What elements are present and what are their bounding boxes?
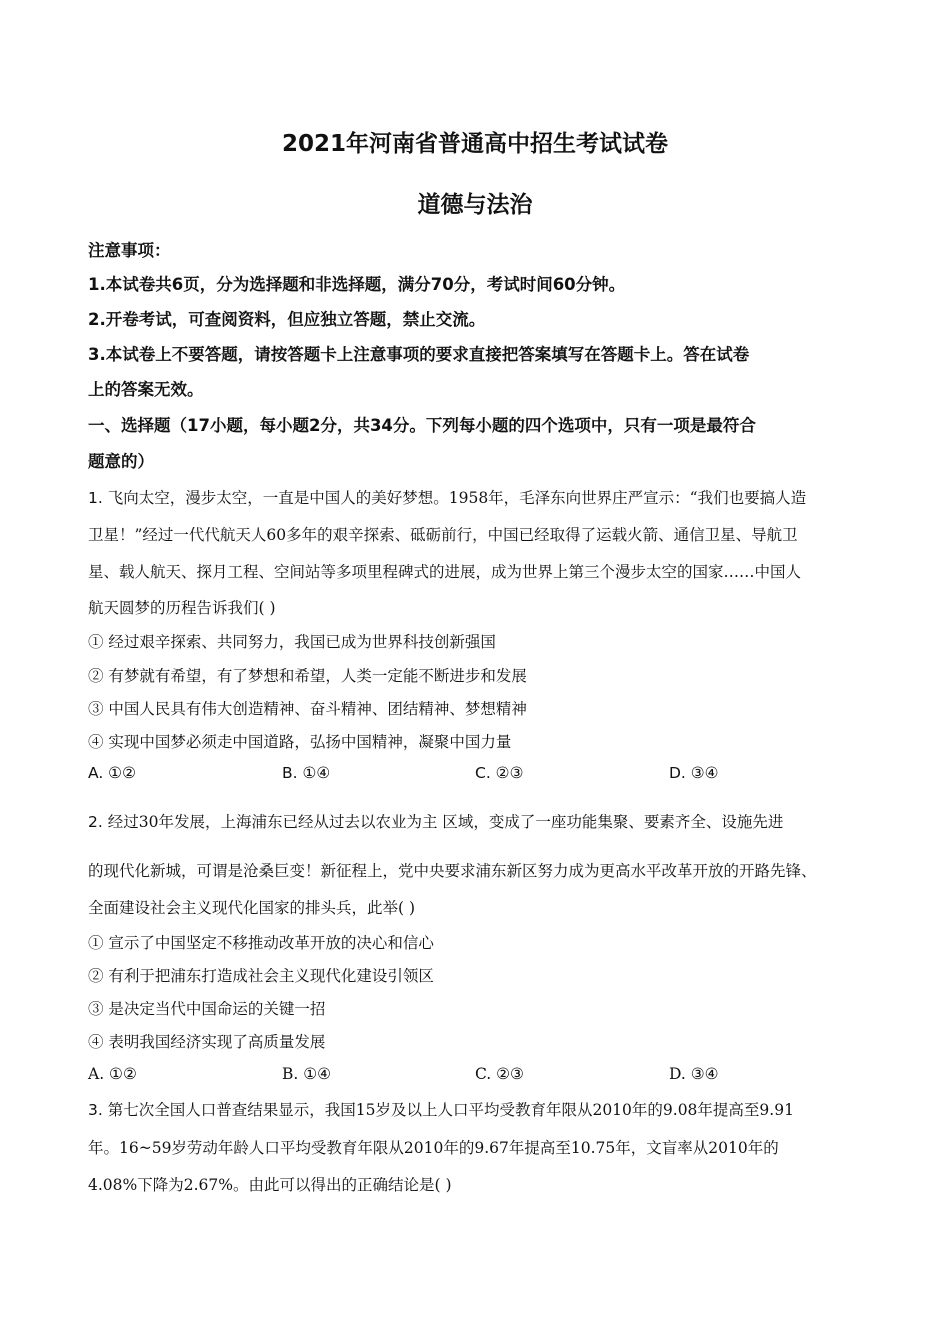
q1-option-1: ① 经过艰辛探索、共同努力，我国已成为世界科技创新强国: [88, 633, 496, 651]
note-1: 1.本试卷共6页，分为选择题和非选择题，满分70分，考试时间60分钟。: [88, 275, 626, 294]
note-3-line-2: 上的答案无效。: [88, 380, 204, 399]
q2-choices: [88, 1065, 908, 1087]
subject-title: 道德与法治: [417, 192, 533, 218]
q2-choice-c[interactable]: C. ②③: [475, 1065, 524, 1083]
notes-heading: 注意事项：: [88, 241, 171, 260]
q1-stem-line-1: [88, 487, 890, 509]
q3-stem-line-3: 4.08%下降为2.67%。由此可以得出的正确结论是( ): [88, 1176, 452, 1194]
q1-choice-d[interactable]: D. ③④: [669, 764, 719, 782]
q3-stem-line-2: 年。16~59岁劳动年龄人口平均受教育年限从2010年的9.67年提高至10.75年，文盲率从2010年的: [88, 1139, 779, 1157]
q2-stem-line-3: 全面建设社会主义现代化国家的排头兵，此举( ): [88, 899, 416, 917]
q3-stem-text-1: 第七次全国人口普查结果显示，我国15岁及以上人口平均受教育年限从2010年的9.08年提高至9.91: [107, 1101, 794, 1119]
q1-option-4: ④ 实现中国梦必须走中国道路，弘扬中国精神，凝聚中国力量: [88, 733, 512, 751]
q2-choice-d[interactable]: D. ③④: [669, 1065, 719, 1083]
q2-option-2: ② 有利于把浦东打造成社会主义现代化建设引领区: [88, 967, 434, 985]
q1-option-3: ③ 中国人民具有伟大创造精神、奋斗精神、团结精神、梦想精神: [88, 700, 527, 718]
q1-choice-c[interactable]: C. ②③: [475, 764, 524, 782]
q1-choice-b[interactable]: B. ①④: [282, 764, 331, 782]
q2-option-3: ③ 是决定当代中国命运的关键一招: [88, 1000, 326, 1018]
q2-choice-b[interactable]: B. ①④: [282, 1065, 332, 1083]
q1-stem-line-3: 星、载人航天、探月工程、空间站等多项里程碑式的进展，成为世界上第三个漫步太空的国家……中国人: [88, 563, 802, 581]
q1-choices: [88, 764, 908, 786]
q2-stem-line-2: 的现代化新城，可谓是沧桑巨变！新征程上，党中央要求浦东新区努力成为更高水平改革开放的开路先锋、: [88, 862, 817, 880]
q1-number: 1.: [88, 489, 103, 507]
exam-title: 2021年河南省普通高中招生考试试卷: [281, 131, 668, 157]
q2-option-1: ① 宣示了中国坚定不移推动改革开放的决心和信心: [88, 934, 434, 952]
q2-stem-text-1: 经过30年发展，上海浦东已经从过去以农业为主 区域，变成了一座功能集聚、要素齐全、设施先进: [107, 813, 784, 831]
q1-stem-text-1: 飞向太空，漫步太空，一直是中国人的美好梦想。1958年，毛泽东向世界庄严宣示：“我们也要搞人造: [107, 489, 807, 507]
q1-option-2: ② 有梦就有希望，有了梦想和希望，人类一定能不断进步和发展: [88, 667, 527, 685]
q2-stem-line-1: [88, 811, 890, 833]
q2-choice-a[interactable]: A. ①②: [88, 1065, 137, 1083]
q1-stem-line-4: 航天圆梦的历程告诉我们( ): [88, 599, 276, 617]
note-3-line-1: 3.本试卷上不要答题，请按答题卡上注意事项的要求直接把答案填写在答题卡上。答在试卷: [88, 345, 750, 364]
q3-number: 3.: [88, 1101, 103, 1119]
section-heading-line-2: 题意的）: [88, 452, 154, 471]
note-2: 2.开卷考试，可查阅资料，但应独立答题，禁止交流。: [88, 310, 486, 329]
section-heading-line-1: 一、选择题（17小题，每小题2分，共34分。下列每小题的四个选项中，只有一项是最符合: [88, 416, 756, 435]
q1-stem-line-2: 卫星！”经过一代代航天人60多年的艰辛探索、砥砺前行，中国已经取得了运载火箭、通信卫星、导航卫: [88, 526, 798, 544]
q3-stem-line-1: [88, 1099, 890, 1121]
q1-choice-a[interactable]: A. ①②: [88, 764, 136, 782]
q2-option-4: ④ 表明我国经济实现了高质量发展: [88, 1033, 326, 1051]
q2-number: 2.: [88, 813, 103, 831]
